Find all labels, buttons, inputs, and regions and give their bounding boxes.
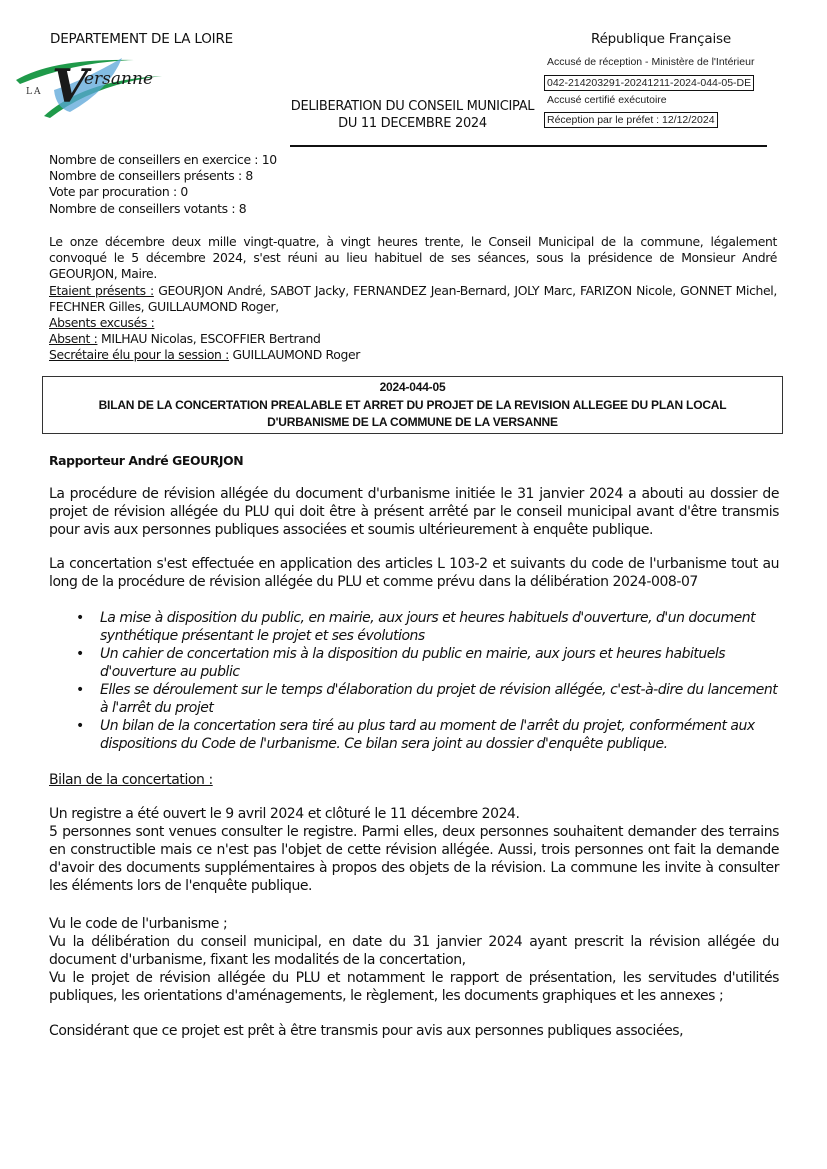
deliberation-title-1: BILAN DE LA CONCERTATION PREALABLE ET ARRET DU PROJET DE LA REVISION ALLEGEE DU PLAN LOCAL bbox=[98, 397, 727, 412]
session-intro bbox=[49, 234, 777, 364]
commune-logo bbox=[14, 50, 164, 118]
stamp-reception: Réception par le préfet : 12/12/2024 bbox=[544, 112, 718, 128]
department-name: DEPARTEMENT DE LA LOIRE bbox=[50, 31, 233, 47]
vu-projet: Vu le projet de révision allégée du PLU et notamment le rapport de présentation, les servitudes d'utilités publiques, les orientations d'aménagements, le règlement, les documents graphiques et les annexes ; bbox=[49, 970, 779, 1004]
svg-text:V: V bbox=[52, 59, 88, 113]
presents-line bbox=[49, 283, 777, 315]
paragraph-vu bbox=[49, 915, 779, 1005]
presents-value: GEOURJON André, SABOT Jacky, FERNANDEZ Jean-Bernard, JOLY Marc, FARIZON Nicole, GONNET Michel, FECHNER Gilles, GUILLAUMOND Roger, bbox=[49, 282, 777, 314]
secretaire-line bbox=[49, 347, 777, 363]
council-counts bbox=[49, 152, 777, 217]
republic-label: République Française bbox=[591, 31, 731, 47]
paragraph-procedure: La procédure de révision allégée du document d'urbanisme initiée le 31 janvier 2024 a abouti au dossier de projet de révision allégée du PLU qui doit être à présent arrêté par le conseil municipal avant d'être transmis pour avis aux personnes publiques associées et soumis ultérieurement à enquête publique. bbox=[49, 486, 779, 538]
vu-deliberation: Vu la délibération du conseil municipal, en date du 31 janvier 2024 ayant prescrit la révision allégée du document d'urbanisme, fixant les modalités de la concertation, bbox=[49, 934, 779, 968]
title-line-1: DELIBERATION DU CONSEIL MUNICIPAL bbox=[290, 99, 535, 114]
logo-swoosh-icon bbox=[14, 50, 164, 118]
presents-label: Etaient présents : bbox=[49, 282, 154, 298]
concertation-modalities-list bbox=[100, 609, 780, 753]
header-divider bbox=[290, 145, 767, 147]
rapporteur: Rapporteur André GEOURJON bbox=[49, 453, 244, 468]
list-item: • La mise à disposition du public, en mairie, aux jours et heures habituels d'ouverture, d'un document synthétique présentant le projet et ses évolutions bbox=[100, 609, 780, 645]
intro-text: Le onze décembre deux mille vingt-quatre, à vingt heures trente, le Conseil Municipal de la commune, légalement convoqué le 5 décembre 2024, s'est réuni au lieu habituel de ses séances, sous la présidence de Monsieur André GEOURJON, Maire. bbox=[49, 234, 777, 282]
count-votants: Nombre de conseillers votants : 8 bbox=[49, 200, 247, 216]
secretaire-value: GUILLAUMOND Roger bbox=[228, 347, 360, 363]
deliberation-title-2: D'URBANISME DE LA COMMUNE DE LA VERSANNE bbox=[267, 415, 558, 429]
bilan-line-2: 5 personnes sont venues consulter le registre. Parmi elles, deux personnes souhaitent demander des terrains en constructible mais ce n'est pas l'objet de cette révision allégée. Aussi, trois personnes ont fait la demande d'avoir des documents supplémentaires à propos des objets de la révision. La commune les invite à consulter les éléments lors de l'enquête publique. bbox=[49, 824, 779, 894]
title-line-2: DU 11 DECEMBRE 2024 bbox=[338, 116, 487, 131]
paragraph-considerant: Considérant que ce projet est prêt à être transmis pour avis aux personnes publiques associées, bbox=[49, 1023, 684, 1039]
list-item: • Un cahier de concertation mis à la disposition du public en mairie, aux jours et heures habituels d'ouverture au public bbox=[100, 645, 780, 681]
secretaire-label: Secrétaire élu pour la session : bbox=[49, 347, 229, 363]
absent-line bbox=[49, 331, 777, 347]
bilan-line-1: Un registre a été ouvert le 9 avril 2024 et clôturé le 11 décembre 2024. bbox=[49, 806, 520, 822]
svg-text:ersanne: ersanne bbox=[84, 69, 154, 89]
count-procuration: Vote par procuration : 0 bbox=[49, 184, 188, 200]
absent-label: Absent : bbox=[49, 331, 98, 347]
count-presents: Nombre de conseillers présents : 8 bbox=[49, 168, 253, 184]
stamp-reference: 042-214203291-20241211-2024-044-05-DE bbox=[544, 75, 754, 91]
deliberation-title-box bbox=[42, 376, 783, 434]
excuses-label: Absents excusés : bbox=[49, 315, 155, 331]
deliberation-number: 2024-044-05 bbox=[379, 380, 446, 394]
list-item: • Un bilan de la concertation sera tiré au plus tard au moment de l'arrêt du projet, conformément aux dispositions du Code de l'urbanisme. Ce bilan sera joint au dossier d'enquête publique. bbox=[100, 717, 780, 753]
list-item: • Elles se déroulement sur le temps d'élaboration du projet de révision allégée, c'est-à-dire du lancement à l'arrêt du projet bbox=[100, 681, 780, 717]
page-title bbox=[270, 98, 555, 132]
bilan-heading: Bilan de la concertation : bbox=[49, 772, 213, 788]
stamp-executoire: Accusé certifié exécutoire bbox=[547, 94, 667, 106]
count-exercice: Nombre de conseillers en exercice : 10 bbox=[49, 152, 277, 167]
paragraph-concertation: La concertation s'est effectuée en application des articles L 103-2 et suivants du code de l'urbanisme tout au long de la procédure de révision allégée du PLU et comme prévu dans la délibération 2024-008-07 bbox=[49, 556, 779, 590]
vu-code: Vu le code de l'urbanisme ; bbox=[49, 916, 228, 932]
paragraph-bilan bbox=[49, 805, 779, 895]
absent-value: MILHAU Nicolas, ESCOFFIER Bertrand bbox=[97, 331, 321, 347]
excuses-line bbox=[49, 315, 777, 331]
svg-text:LA: LA bbox=[26, 87, 43, 97]
stamp-ministry: Accusé de réception - Ministère de l'Intérieur bbox=[547, 56, 755, 68]
